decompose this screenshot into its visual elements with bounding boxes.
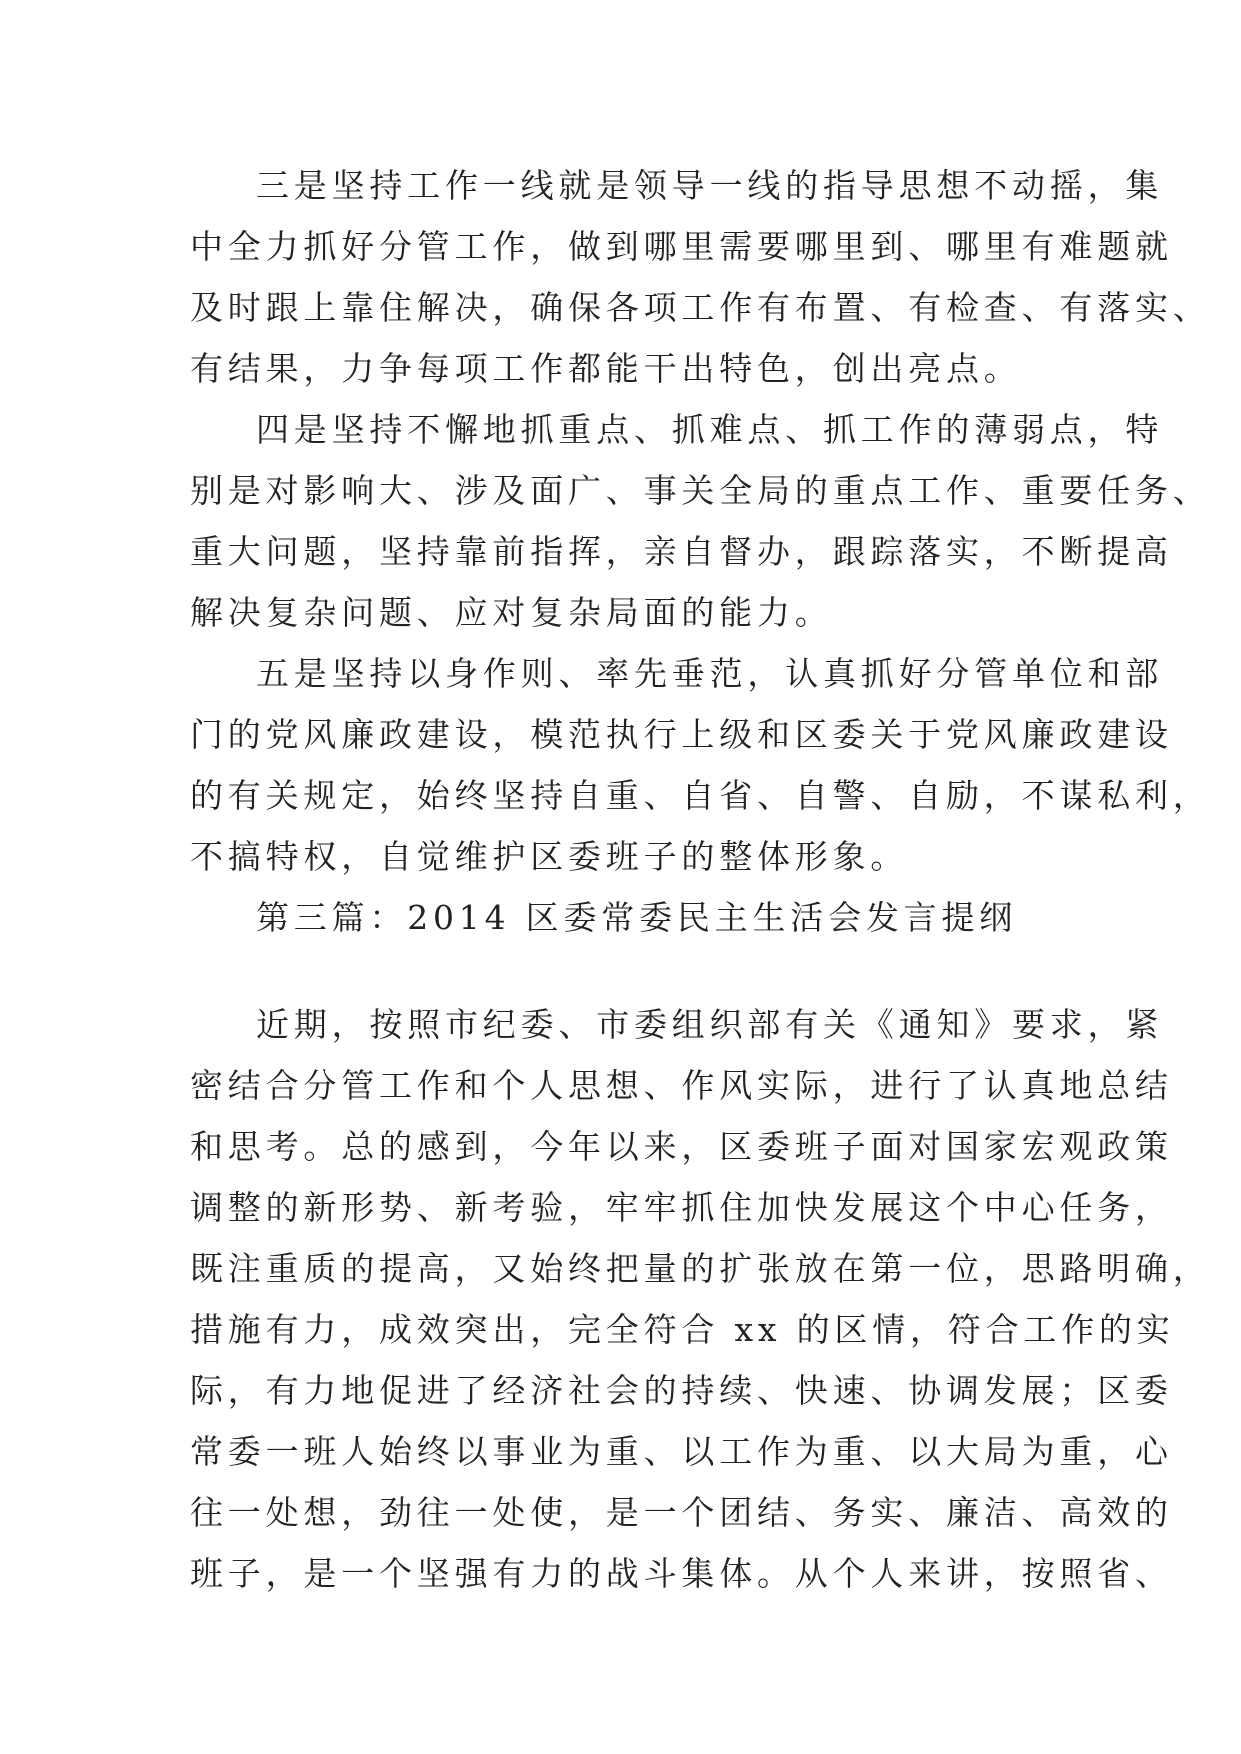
- intro-line-9: 往一处想，劲往一处使，是一个团结、务实、廉洁、高效的: [190, 1493, 1173, 1532]
- section-heading: 第三篇：2014 区委常委民主生活会发言提纲: [256, 898, 1018, 937]
- paragraph-4-line-2: 别是对影响大、涉及面广、事关全局的重点工作、重要任务、: [190, 471, 1211, 510]
- paragraph-5-line-4: 不搞特权，自觉维护区委班子的整体形象。: [190, 837, 909, 876]
- paragraph-4-line-1: 四是坚持不懈地抓重点、抓难点、抓工作的薄弱点，特: [256, 410, 1164, 449]
- intro-line-10: 班子，是一个坚强有力的战斗集体。从个人来讲，按照省、: [190, 1554, 1173, 1593]
- intro-line-2: 密结合分管工作和个人思想、作风实际，进行了认真地总结: [190, 1066, 1173, 1105]
- paragraph-3-line-2: 中全力抓好分管工作，做到哪里需要哪里到、哪里有难题就: [190, 227, 1173, 266]
- intro-line-5: 既注重质的提高，又始终把量的扩张放在第一位，思路明确，: [190, 1249, 1211, 1288]
- intro-line-3: 和思考。总的感到，今年以来，区委班子面对国家宏观政策: [190, 1127, 1173, 1166]
- intro-line-1: 近期，按照市纪委、市委组织部有关《通知》要求，紧: [256, 1005, 1164, 1044]
- paragraph-5-line-2: 门的党风廉政建设，模范执行上级和区委关于党风廉政建设: [190, 715, 1173, 754]
- intro-line-4: 调整的新形势、新考验，牢牢抓住加快发展这个中心任务，: [190, 1188, 1173, 1227]
- paragraph-5-line-1: 五是坚持以身作则、率先垂范，认真抓好分管单位和部: [256, 654, 1164, 693]
- intro-line-7: 际，有力地促进了经济社会的持续、快速、协调发展；区委: [190, 1371, 1173, 1410]
- paragraph-4-line-4: 解决复杂问题、应对复杂局面的能力。: [190, 593, 833, 632]
- paragraph-3-line-4: 有结果，力争每项工作都能干出特色，创出亮点。: [190, 349, 1022, 388]
- paragraph-3-line-1: 三是坚持工作一线就是领导一线的指导思想不动摇，集: [256, 166, 1164, 205]
- paragraph-4-line-3: 重大问题，坚持靠前指挥，亲自督办，跟踪落实，不断提高: [190, 532, 1173, 571]
- intro-line-6: 措施有力，成效突出，完全符合 xx 的区情，符合工作的实: [190, 1310, 1175, 1349]
- paragraph-5-line-3: 的有关规定，始终坚持自重、自省、自警、自励，不谋私利，: [190, 776, 1211, 815]
- intro-line-8: 常委一班人始终以事业为重、以工作为重、以大局为重，心: [190, 1432, 1173, 1471]
- paragraph-3-line-3: 及时跟上靠住解决，确保各项工作有布置、有检查、有落实、: [190, 288, 1211, 327]
